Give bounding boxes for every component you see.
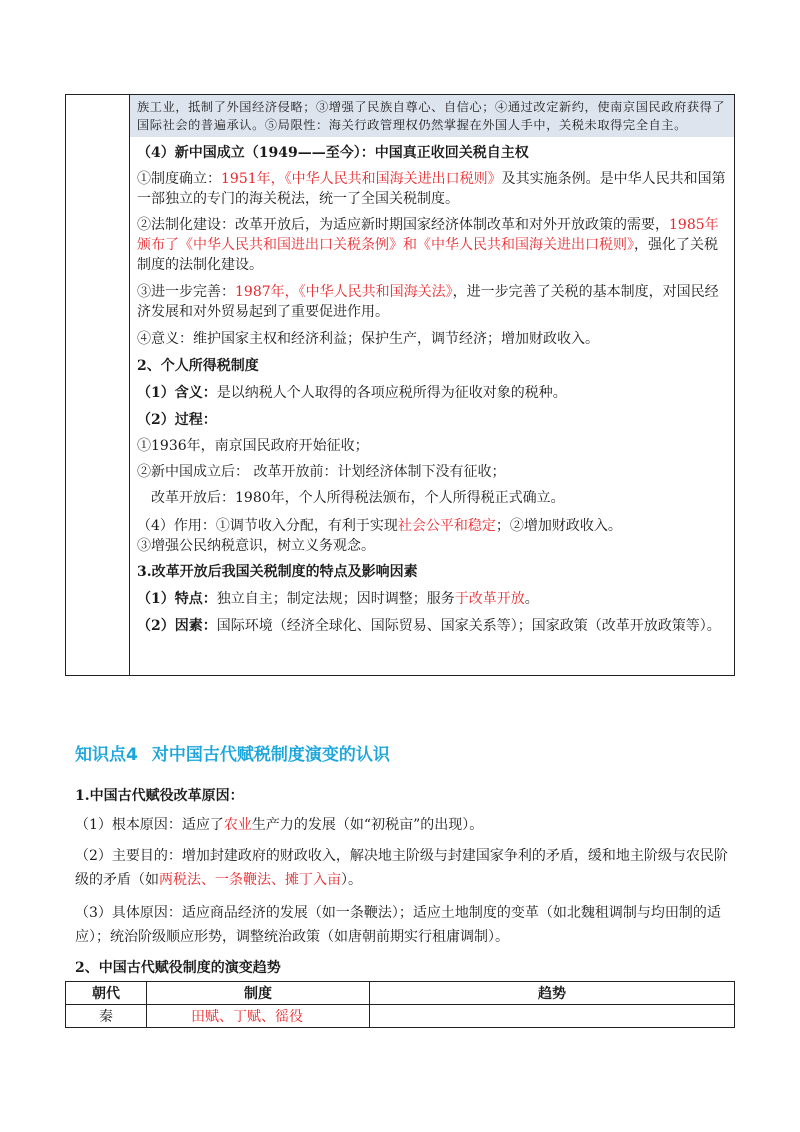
shaded-paragraph: 族工业，抵制了外国经济侵略；③增强了民族自尊心、自信心；④通过改定新约，使南京国民政府获得了国际社会的普遍承认。⑤局限性：海关行政管理权仍然掌握在外国人手中，关税未取得完全自主。: [130, 95, 734, 137]
cell-system: 田赋、丁赋、徭役: [147, 1005, 370, 1028]
cell-trend: [370, 1005, 735, 1028]
process-item-2: ②新中国成立后： 改革开放前：计划经济体制下没有征收；: [137, 464, 506, 480]
header-trend: 趋势: [370, 982, 735, 1005]
table-row: [66, 1005, 735, 1028]
reason-main-purpose: （2）主要目的：增加封建政府的财政收入，解决地主阶级与封建国家争利的矛盾，缓和地主阶级与农民阶级的矛盾（如两税法、一条鞭法、摊丁入亩）。: [75, 848, 728, 888]
reason-specific: （3）具体原因：适应商品经济的发展（如一条鞭法）；适应土地制度的变革（如北魏租调制与均田制的适应）；统治阶级顺应形势，调整统治政策（如唐朝前期实行租庸调制）。: [75, 905, 721, 945]
table-left-column: [66, 95, 130, 675]
dynasty-table: [65, 981, 735, 1028]
section-title-text: 对中国古代赋税制度演变的认识: [151, 745, 390, 765]
paragraph-improvement: ③进一步完善：1987年，《中华人民共和国海关法》，进一步完善了关税的基本制度，对国民经济发展和对外贸易起到了重要促进作用。: [137, 284, 719, 320]
paragraph-significance: ④意义：维护国家主权和经济利益；保护生产，调节经济；增加财政收入。: [137, 331, 599, 347]
header-dynasty: 朝代: [66, 982, 147, 1005]
heading-income-tax: 2、个人所得税制度: [137, 358, 259, 374]
heading-process: （2）过程：: [137, 412, 217, 428]
heading-reform-reasons: 1.中国古代赋役改革原因：: [75, 788, 244, 804]
section-body: [75, 786, 735, 978]
process-item-1: ①1936年，南京国民政府开始征收；: [137, 438, 369, 454]
heading-new-china: （4）新中国成立（1949——至今）：中国真正收回关税自主权: [137, 145, 529, 161]
heading-features-factors: 3.改革开放后我国关税制度的特点及影响因素: [137, 564, 418, 580]
section-title: [75, 740, 390, 765]
paragraph-legalization: ②法制化建设：改革开放后，为适应新时期国家经济体制改革和对外开放政策的需要，1985年颁布了《中华人民共和国进出口关税条例》和《中华人民共和国海关进出口税则》，强化了关税制度的法制化建设。: [137, 217, 719, 273]
reason-fundamental: （1）根本原因：适应了农业生产力的发展（如“初税亩”的出现）。: [75, 817, 484, 833]
paragraph-system-established: ①制度确立：1951年，《中华人民共和国海关进出口税则》及其实施条例。是中华人民共和国第一部独立的专门的海关税法，统一了全国关税制度。: [137, 171, 726, 207]
table-header-row: [66, 982, 735, 1005]
paragraph-features: （1）特点：独立自主；制定法规；因时调整；服务于改革开放。: [137, 591, 539, 607]
top-table: [65, 94, 735, 676]
header-system: 制度: [147, 982, 370, 1005]
paragraph-effect-2: ③增强公民纳税意识，树立义务观念。: [137, 538, 375, 554]
cell-dynasty: 秦: [66, 1005, 147, 1028]
paragraph-factors: （2）因素：国际环境（经济全球化、国际贸易、国家关系等）；国家政策（改革开放政策等）。: [137, 618, 721, 634]
table-content-cell: [130, 95, 734, 675]
section-number: 知识点4: [75, 745, 138, 765]
heading-evolution-trend: 2、中国古代赋役制度的演变趋势: [75, 960, 281, 976]
paragraph-effect: （4）作用：①调节收入分配，有利于实现社会公平和稳定；②增加财政收入。: [137, 518, 622, 534]
process-item-3: 改革开放后：1980年，个人所得税法颁布，个人所得税正式确立。: [151, 490, 565, 506]
paragraph-meaning: （1）含义：是以纳税人个人取得的各项应税所得为征收对象的税种。: [137, 385, 567, 401]
